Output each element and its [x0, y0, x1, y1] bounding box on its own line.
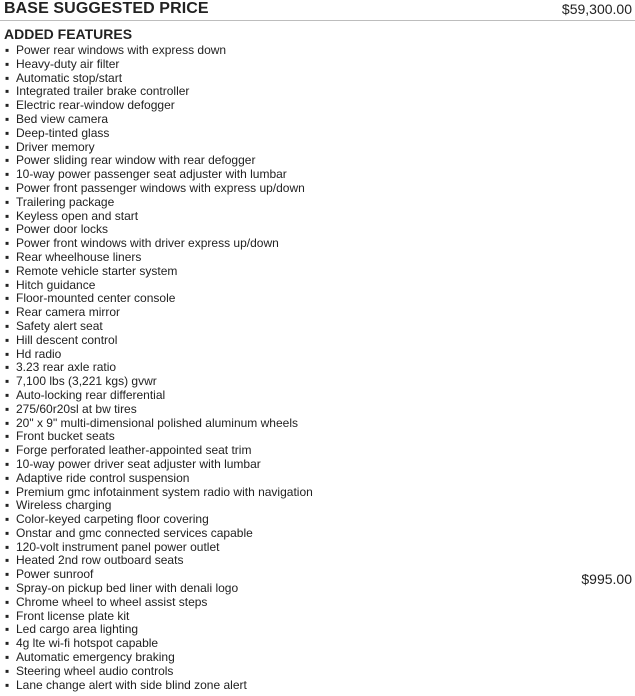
bullet-icon: ▪	[5, 70, 10, 85]
feature-item	[5, 637, 313, 651]
bullet-icon: ▪	[5, 43, 10, 57]
feature-label: Hill descent control	[16, 332, 118, 347]
bullet-icon: ▪	[5, 525, 10, 540]
feature-item	[5, 582, 313, 596]
feature-item	[5, 527, 313, 541]
bullet-icon: ▪	[5, 387, 10, 402]
bullet-icon: ▪	[5, 443, 10, 458]
feature-item	[5, 596, 313, 610]
feature-label: Steering wheel audio controls	[16, 663, 174, 678]
bullet-icon: ▪	[5, 401, 10, 416]
feature-label: 275/60r20sl at bw tires	[16, 401, 137, 416]
bullet-icon: ▪	[5, 636, 10, 651]
bullet-icon: ▪	[5, 539, 10, 554]
bullet-icon: ▪	[5, 249, 10, 264]
feature-label: Front bucket seats	[16, 429, 115, 444]
bullet-icon: ▪	[5, 456, 10, 471]
bullet-icon: ▪	[5, 484, 10, 499]
bullet-icon: ▪	[5, 608, 10, 623]
bullet-icon: ▪	[5, 415, 10, 430]
bullet-icon: ▪	[5, 498, 10, 513]
feature-item	[5, 375, 313, 389]
feature-item	[5, 113, 313, 127]
feature-item	[5, 306, 313, 320]
feature-label: Front license plate kit	[16, 608, 130, 623]
feature-item	[5, 361, 313, 375]
bullet-icon: ▪	[5, 139, 10, 154]
feature-label: Premium gmc infotainment system radio with navigation	[16, 484, 313, 499]
bullet-icon: ▪	[5, 332, 10, 347]
feature-label: Power front windows with driver express up/down	[16, 236, 279, 251]
feature-label: Safety alert seat	[16, 318, 103, 333]
feature-item	[5, 251, 313, 265]
feature-label: Wireless charging	[16, 498, 112, 513]
feature-label: Power rear windows with express down	[16, 43, 227, 57]
feature-item	[5, 223, 313, 237]
feature-label: Color-keyed carpeting floor covering	[16, 512, 209, 527]
feature-label: Auto-locking rear differential	[16, 387, 166, 402]
feature-label: Heated 2nd row outboard seats	[16, 553, 184, 568]
feature-label: Hd radio	[16, 346, 62, 361]
feature-item	[5, 665, 313, 679]
feature-label: Floor-mounted center console	[16, 291, 176, 306]
feature-label: 120-volt instrument panel power outlet	[16, 539, 220, 554]
feature-item	[5, 610, 313, 624]
feature-label: Deep-tinted glass	[16, 125, 110, 140]
bullet-icon: ▪	[5, 470, 10, 485]
feature-label: Heavy-duty air filter	[16, 56, 120, 71]
feature-label: 4g lte wi-fi hotspot capable	[16, 636, 159, 651]
bullet-icon: ▪	[5, 553, 10, 568]
feature-label: Driver memory	[16, 139, 95, 154]
bullet-icon: ▪	[5, 125, 10, 140]
feature-label: Integrated trailer brake controller	[16, 84, 190, 99]
bullet-icon: ▪	[5, 222, 10, 237]
feature-label: Onstar and gmc connected services capable	[16, 525, 253, 540]
bullet-icon: ▪	[5, 318, 10, 333]
feature-item	[5, 417, 313, 431]
feature-label: 10-way power driver seat adjuster with lumbar	[16, 456, 261, 471]
feature-item	[5, 472, 313, 486]
feature-label: Power sliding rear window with rear defogger	[16, 153, 256, 168]
feature-item	[5, 513, 313, 527]
feature-label: 10-way power passenger seat adjuster with lumbar	[16, 167, 287, 182]
bullet-icon: ▪	[5, 581, 10, 596]
feature-label: Electric rear-window defogger	[16, 98, 175, 113]
bullet-icon: ▪	[5, 291, 10, 306]
feature-item	[5, 623, 313, 637]
bullet-icon: ▪	[5, 56, 10, 71]
bullet-icon: ▪	[5, 512, 10, 527]
feature-label: 3.23 rear axle ratio	[16, 360, 117, 375]
feature-item	[5, 444, 313, 458]
feature-item	[5, 334, 313, 348]
feature-label: Adaptive ride control suspension	[16, 470, 190, 485]
bullet-icon: ▪	[5, 277, 10, 292]
feature-label: Led cargo area lighting	[16, 622, 139, 637]
bullet-icon: ▪	[5, 650, 10, 665]
bullet-icon: ▪	[5, 594, 10, 609]
feature-item	[5, 44, 313, 58]
feature-item	[5, 58, 313, 72]
feature-item	[5, 320, 313, 334]
feature-label: Lane change alert with side blind zone alert	[16, 677, 247, 692]
feature-item	[5, 279, 313, 293]
base-price-value: $59,300.00	[561, 1, 632, 17]
feature-item	[5, 554, 313, 568]
base-price-row	[0, 0, 635, 21]
bullet-icon: ▪	[5, 360, 10, 375]
bullet-icon: ▪	[5, 208, 10, 223]
feature-item	[5, 499, 313, 513]
bullet-icon: ▪	[5, 194, 10, 209]
bullet-icon: ▪	[5, 180, 10, 195]
bullet-icon: ▪	[5, 677, 10, 692]
feature-label: Remote vehicle starter system	[16, 263, 178, 278]
feature-label: Hitch guidance	[16, 277, 96, 292]
feature-label: Trailering package	[16, 194, 115, 209]
feature-item	[5, 403, 313, 417]
bullet-icon: ▪	[5, 663, 10, 678]
bullet-icon: ▪	[5, 567, 10, 582]
bullet-icon: ▪	[5, 153, 10, 168]
feature-label: Power door locks	[16, 222, 109, 237]
feature-item	[5, 486, 313, 500]
feature-item	[5, 265, 313, 279]
feature-item	[5, 196, 313, 210]
bullet-icon: ▪	[5, 111, 10, 126]
feature-item	[5, 154, 313, 168]
feature-item	[5, 541, 313, 555]
feature-label: Rear camera mirror	[16, 305, 121, 320]
feature-item	[5, 348, 313, 362]
feature-label: Chrome wheel to wheel assist steps	[16, 594, 208, 609]
bullet-icon: ▪	[5, 98, 10, 113]
feature-label: Bed view camera	[16, 111, 109, 126]
feature-label: Automatic stop/start	[16, 70, 123, 85]
bullet-icon: ▪	[5, 167, 10, 182]
bullet-icon: ▪	[5, 622, 10, 637]
feature-item	[5, 99, 313, 113]
feature-item	[5, 72, 313, 86]
added-features-title: ADDED FEATURES	[4, 26, 133, 42]
bullet-icon: ▪	[5, 305, 10, 320]
bullet-icon: ▪	[5, 84, 10, 99]
feature-item	[5, 651, 313, 665]
bullet-icon: ▪	[5, 374, 10, 389]
feature-item	[5, 237, 313, 251]
feature-item	[5, 568, 313, 582]
feature-item	[5, 210, 313, 224]
base-price-title: BASE SUGGESTED PRICE	[4, 0, 209, 17]
feature-label: Power front passenger windows with express up/down	[16, 180, 305, 195]
feature-item	[5, 430, 313, 444]
bullet-icon: ▪	[5, 263, 10, 278]
feature-item	[5, 141, 313, 155]
feature-item	[5, 182, 313, 196]
feature-label: 7,100 lbs (3,221 kgs) gvwr	[16, 374, 157, 389]
feature-item	[5, 679, 313, 693]
feature-label: Automatic emergency braking	[16, 650, 175, 665]
feature-item	[5, 292, 313, 306]
feature-label: Forge perforated leather-appointed seat trim	[16, 443, 252, 458]
bullet-icon: ▪	[5, 429, 10, 444]
feature-item	[5, 458, 313, 472]
feature-item	[5, 127, 313, 141]
feature-item	[5, 168, 313, 182]
feature-item	[5, 389, 313, 403]
added-features-list	[5, 44, 313, 692]
feature-label: Power sunroof	[16, 567, 94, 582]
bullet-icon: ▪	[5, 346, 10, 361]
feature-label: Rear wheelhouse liners	[16, 249, 142, 264]
feature-label: Keyless open and start	[16, 208, 139, 223]
bullet-icon: ▪	[5, 236, 10, 251]
added-features-price: $995.00	[581, 571, 632, 587]
feature-label: Spray-on pickup bed liner with denali logo	[16, 581, 239, 596]
feature-label: 20" x 9" multi-dimensional polished aluminum wheels	[16, 415, 298, 430]
feature-item	[5, 85, 313, 99]
